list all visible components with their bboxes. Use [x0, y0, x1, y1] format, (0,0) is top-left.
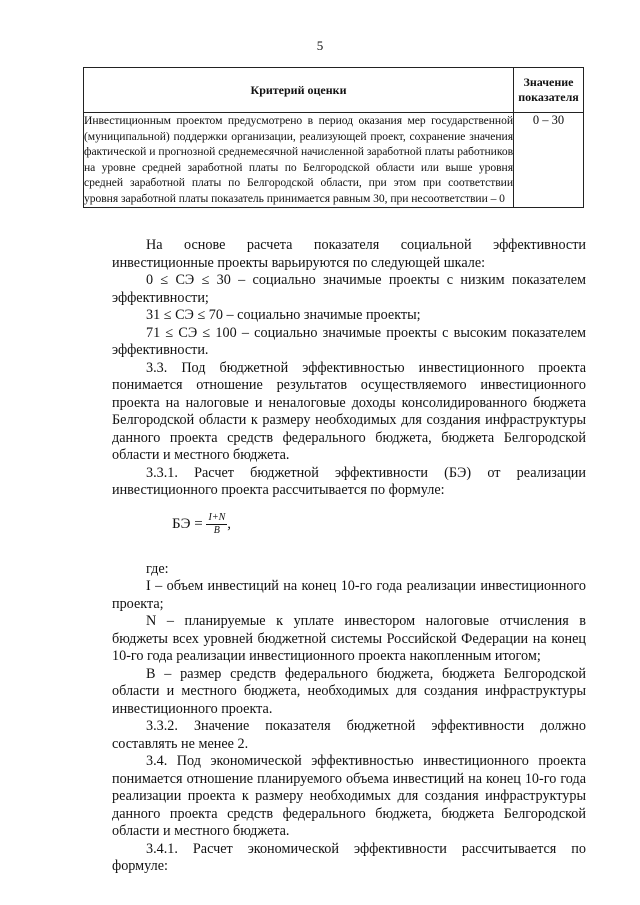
- header-value-line1: Значение: [523, 75, 574, 89]
- paragraph: 0 ≤ СЭ ≤ 30 – социально значимые проекты с низким показателем эффективности;: [112, 272, 586, 306]
- paragraph: 3.3.2. Значение показателя бюджетной эффективности должно составлять не менее 2.: [112, 718, 586, 752]
- paragraph: На основе расчета показателя социальной эффективности инвестиционные проекты варьируются по следующей шкале:: [112, 237, 586, 271]
- paragraph: 3.3.1. Расчет бюджетной эффективности (БЭ) от реализации инвестиционного проекта рассчитывается по формуле:: [112, 464, 586, 498]
- table-row: [84, 113, 584, 208]
- formula-tail: ,: [227, 515, 231, 532]
- paragraph: 31 ≤ СЭ ≤ 70 – социально значимые проекты;: [146, 307, 421, 323]
- paragraph: 3.4.1. Расчет экономической эффективности рассчитывается по формуле:: [112, 840, 586, 874]
- criterion-text: Инвестиционным проектом предусмотрено в период оказания мер государственной (муниципальной) поддержки организации, реализующей проект, сохранение значения фактической и прогнозной среднемесячной начисленной заработной платы работников на уровне средней заработной платы по Белгородской области или выше уровня средней заработной платы по Белгородской области, при этом при соответствии уровня заработной платы показатель принимается равным 30, при несоответствии – 0: [84, 113, 514, 208]
- formula-numerator: I+N: [208, 511, 226, 523]
- header-value: [514, 68, 584, 113]
- header-value-line2: показателя: [518, 90, 579, 104]
- formula-fraction: [206, 512, 227, 537]
- formula-be: [172, 512, 586, 537]
- formula-lhs: БЭ =: [172, 515, 203, 532]
- paragraph: I – объем инвестиций на конец 10-го года реализации инвестиционного проекта;: [112, 578, 586, 612]
- document-body: [112, 237, 586, 876]
- page-number: 5: [316, 38, 324, 53]
- paragraph: 3.3. Под бюджетной эффективностью инвестиционного проекта понимается отношение результатов осуществляемого инвестиционного проекта на налоговые и неналоговые доходы консолидированного бюджета Белгородской области к размеру необходимых для создания инфраструктуры данного проекта средств федерального бюджета, бюджета Белгородской области и местного бюджета.: [112, 359, 586, 463]
- paragraph: N – планируемые к уплате инвестором налоговые отчисления в бюджеты всех уровней бюджетной системы Российской Федерации на конец 10-го года реализации инвестиционного проекта накопленным итогом;: [112, 613, 586, 664]
- paragraph: В – размер средств федерального бюджета, бюджета Белгородской области и местного бюджета, необходимых для создания инфраструктуры инвестиционного проекта.: [112, 665, 586, 717]
- header-criterion: Критерий оценки: [84, 68, 514, 113]
- table-header-row: [84, 68, 584, 113]
- paragraph: 71 ≤ СЭ ≤ 100 – социально значимые проекты с высоким показателем эффективности.: [112, 324, 586, 358]
- criteria-table: [83, 67, 584, 208]
- formula-denominator: B: [213, 524, 220, 536]
- criterion-value: 0 – 30: [514, 113, 584, 208]
- paragraph: 3.4. Под экономической эффективностью инвестиционного проекта понимается отношение планируемого объема инвестиций на конец 10-го года реализации проекта к размеру необходимых для создания инфраструктуры данного проекта средств федерального бюджета, бюджета Белгородской области и местного бюджета.: [112, 753, 586, 839]
- paragraph: где:: [146, 560, 169, 577]
